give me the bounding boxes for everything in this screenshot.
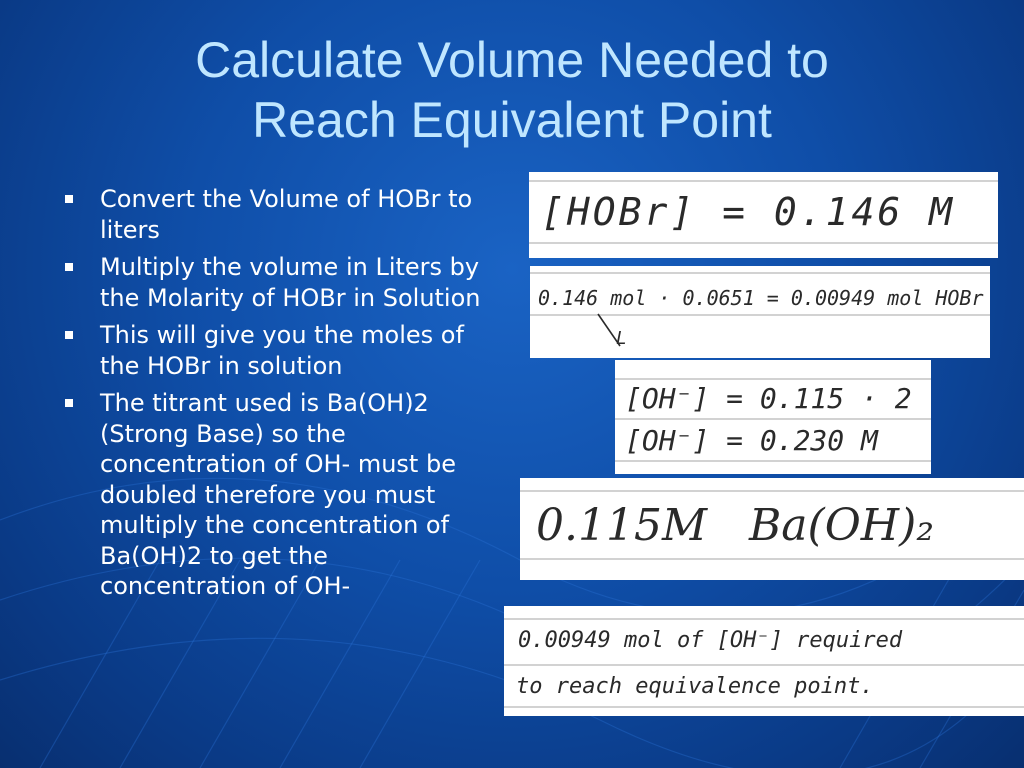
bullet-square-icon <box>65 399 73 407</box>
bullet-text: Multiply the volume in Liters by the Molarity of HOBr in Solution <box>100 253 481 312</box>
bullet-text: The titrant used is Ba(OH)2 (Strong Base) so the concentration of OH- must be doubled therefore you must multiply the concentration of Ba(OH)2 to get the concentration of OH- <box>100 389 456 600</box>
handwritten-hobr-concentration <box>529 172 998 258</box>
moles-calculation-denominator: L <box>616 328 627 349</box>
moles-calculation-text: 0.146 mol · 0.0651 = 0.00949 mol HOBr <box>538 286 984 310</box>
oh-line-2: [OH⁻] = 0.230 M <box>625 424 878 457</box>
fraction-slash-icon <box>592 310 632 350</box>
notebook-rule <box>504 706 1024 708</box>
bullet-text: This will give you the moles of the HOBr in solution <box>100 321 464 380</box>
slide-title-line-2: Reach Equivalent Point <box>252 92 772 148</box>
notebook-rule <box>615 418 931 420</box>
bullet-square-icon <box>65 263 73 271</box>
bullet-square-icon <box>65 195 73 203</box>
notebook-rule <box>520 490 1024 492</box>
notebook-rule <box>529 242 998 244</box>
slide-title-line-1: Calculate Volume Needed to <box>195 32 829 88</box>
notebook-rule <box>504 618 1024 620</box>
notebook-rule <box>520 558 1024 560</box>
handwritten-moles-calculation <box>530 266 990 358</box>
bullet-text: Convert the Volume of HOBr to liters <box>100 185 473 244</box>
bullet-list <box>62 184 492 609</box>
notebook-rule <box>504 664 1024 666</box>
notebook-rule <box>530 272 990 274</box>
notebook-rule <box>615 378 931 380</box>
baoh-concentration-text: 0.115M Ba(OH)₂ <box>536 500 934 551</box>
bullet-square-icon <box>65 331 73 339</box>
oh-line-1: [OH⁻] = 0.115 · 2 <box>625 382 912 415</box>
required-line-1: 0.00949 mol of [OH⁻] required <box>518 628 903 653</box>
notebook-rule <box>529 180 998 182</box>
handwritten-required-moles <box>504 606 1024 716</box>
handwritten-baoh-concentration <box>520 478 1024 580</box>
handwritten-oh-concentration <box>615 360 931 474</box>
bullet-item <box>62 184 492 245</box>
hobr-concentration-text: [HOBr] = 0.146 M <box>541 190 956 234</box>
bullet-item <box>62 252 492 313</box>
bullet-item <box>62 320 492 381</box>
required-line-2: to reach equivalence point. <box>516 674 874 699</box>
bullet-item <box>62 388 492 602</box>
slide-title <box>0 30 1024 150</box>
notebook-rule <box>615 460 931 462</box>
